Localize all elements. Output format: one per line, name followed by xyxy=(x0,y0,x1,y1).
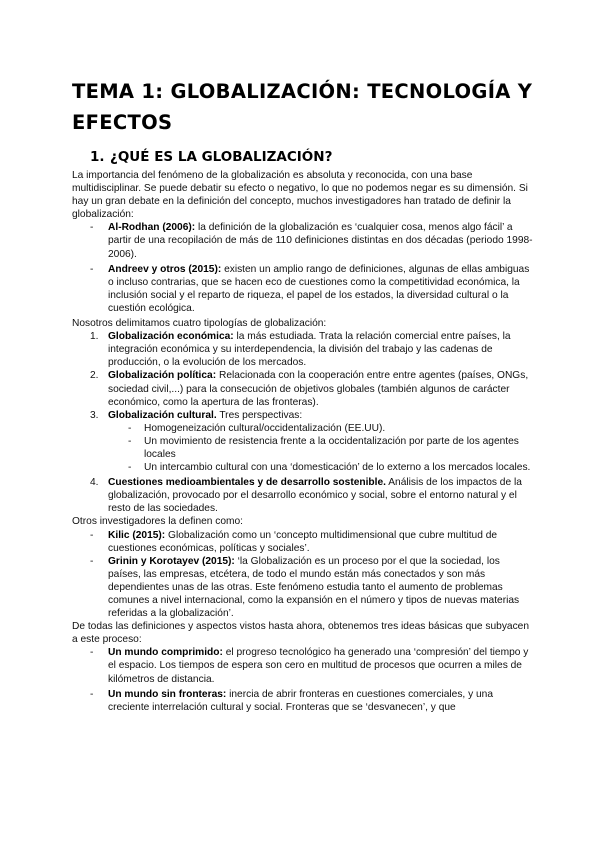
intro-paragraph: La importancia del fenómeno de la globalización es absoluta y reconocida, con una base multidisciplinar. Se puede debatir su efecto o negativo, lo que no podemos negar es su dimensión. Si hay un gran debate en la definición del concepto, muchos investigadores han tratado de definir la globalización: xyxy=(72,170,528,221)
list-item: - Andreev y otros (2015): existen un amplio rango de definiciones, algunas de ellas ambiguas o incluso contrarias, que se hacen eco de cuestiones como la competitividad económica, la inclusión social y el reparto de riqueza, el papel de los estados, la diversidad cultural o la cuestión ecológica. xyxy=(90,263,530,314)
list-item: - Un mundo comprimido: el progreso tecnológico ha generado una ‘compresión’ del tiempo y el espacio. Los tiempos de espera son cero en multitud de procesos que ocurren a miles de kilómetros de distancia. xyxy=(90,647,529,685)
cultural-perspectives-list xyxy=(72,422,534,474)
document-body xyxy=(72,149,534,716)
ideas-list xyxy=(72,646,534,713)
list-item: 2. Globalización política: Relacionada con la cooperación entre entre agentes (países, ONGs, sociedad civil,...) para la consecución de objetivos globales (también algunos de carácter económico, como la apertura de las fronteras). xyxy=(90,370,529,408)
list-item: - Kilic (2015): Globalización como un ‘concepto multidimensional que cubre multitud de cuestiones económicas, políticas y sociales’. xyxy=(90,529,498,554)
section-number: 1. xyxy=(90,149,105,165)
definitions-list xyxy=(72,221,534,315)
list-item: - Un movimiento de resistencia frente a la occidentalización por parte de los agentes locales xyxy=(128,435,519,460)
list-item: - Un mundo sin fronteras: inercia de abrir fronteras en cuestiones comerciales, y una creciente interrelación cultural y social. Fronteras que se ‘desvanecen’, y que xyxy=(90,688,494,713)
document-title: TEMA 1: GLOBALIZACIÓN: TECNOLOGÍA Y EFECTOS xyxy=(72,80,533,134)
section-heading-text: ¿QUÉ ES LA GLOBALIZACIÓN? xyxy=(110,149,333,165)
list-item: - Un intercambio cultural con una ‘domesticación’ de lo externo a los mercados locales. xyxy=(128,462,531,474)
typologies-intro: Nosotros delimitamos cuatro tipologías de globalización: xyxy=(72,318,327,330)
others-intro: Otros investigadores la definen como: xyxy=(72,516,244,528)
section-heading xyxy=(90,149,534,166)
list-item: - Homogeneización cultural/occidentalización (EE.UU). xyxy=(128,422,386,434)
list-item: 3. Globalización cultural. Tres perspectivas: - Homogeneización cultural/occidentalización (EE.UU). - Un movimiento de resistencia frente a la occidentalización por parte de los agentes locales - Un intercambio cultural con una ‘domesticación’ de lo externo a los mercados locales. xyxy=(72,409,534,474)
ideas-intro: De todas las definiciones y aspectos vistos hasta ahora, obtenemos tres ideas básicas que subyacen a este proceso: xyxy=(72,621,530,646)
list-item: 1. Globalización económica: la más estudiada. Trata la relación comercial entre países, la integración económica y su interdependencia, la división del trabajo y las cadenas de producción, o la evolución de los mercados. xyxy=(90,331,511,369)
list-item: 4. Cuestiones medioambientales y de desarrollo sostenible. Análisis de los impactos de la globalización, provocado por el desarrollo económico y social, sobre el entorno natural y el resto de las sociedades. xyxy=(90,477,522,515)
typologies-list xyxy=(72,330,534,515)
others-list xyxy=(72,529,534,621)
list-item: - Grinin y Korotayev (2015): ‘la Globalización es un proceso por el que la sociedad, los países, las empresas, etcétera, de todo el mundo están más conectados y son más dependientes unas de las otras. Este fenómeno estudia tanto el aumento de problemas comunes a nivel internacional, como la expansión en el número y tipos de nuevas materias referidas a la globalización’. xyxy=(90,555,520,620)
list-item: - Al-Rodhan (2006): la definición de la globalización es ‘cualquier cosa, menos algo fácil’ a partir de una recopilación de más de 110 definiciones distintas en dos décadas (periodo 1998-2006). xyxy=(90,222,533,260)
